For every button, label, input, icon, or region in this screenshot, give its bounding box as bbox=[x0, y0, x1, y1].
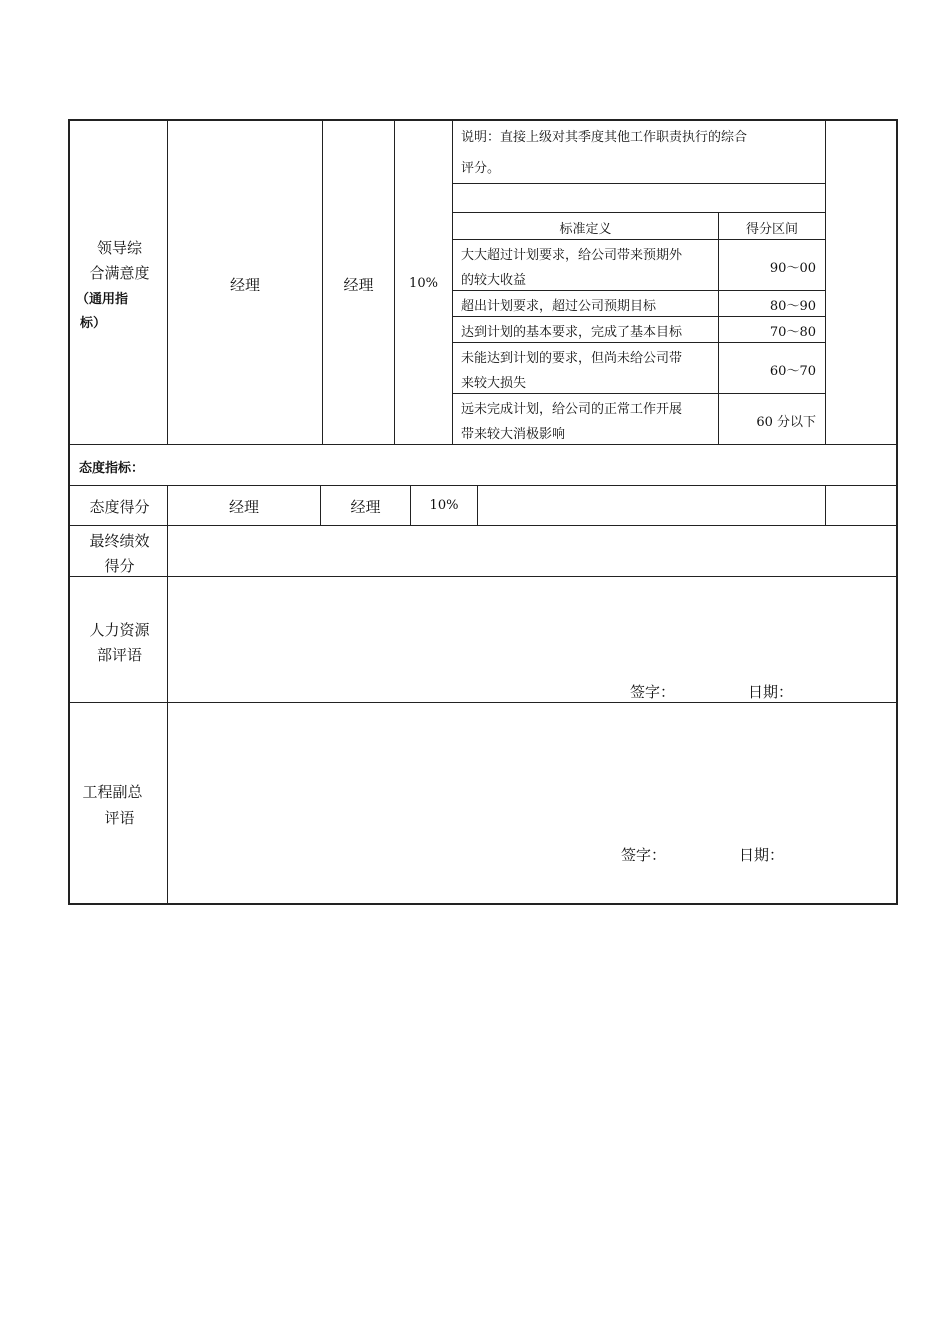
row-divider bbox=[70, 576, 896, 577]
final-score-label-line2: 得分 bbox=[104, 557, 135, 575]
leader-description-line2: 评分。 bbox=[461, 161, 501, 176]
col-divider bbox=[452, 121, 453, 444]
attitude-approver: 经理 bbox=[350, 498, 381, 516]
attitude-evaluator: 经理 bbox=[228, 498, 259, 516]
vp-signature-label: 签字： bbox=[621, 846, 667, 864]
standard-definition-header: 标准定义 bbox=[559, 222, 612, 237]
row-divider bbox=[70, 485, 896, 486]
score-range-header: 得分区间 bbox=[745, 222, 798, 237]
standard-row-definition: 的较大收益 bbox=[461, 273, 527, 288]
standard-row-definition: 达到计划的基本要求，完成了基本目标 bbox=[461, 325, 683, 340]
row-divider bbox=[70, 702, 896, 703]
leader-label-line1: 领导综 bbox=[96, 239, 142, 257]
inner-divider bbox=[452, 393, 825, 394]
row-divider bbox=[70, 525, 896, 526]
standard-row-definition: 超出计划要求，超过公司预期目标 bbox=[461, 299, 657, 314]
hr-comment-label-line2: 部评语 bbox=[96, 646, 142, 664]
leader-label-line3: （通用指 bbox=[76, 292, 129, 307]
leader-evaluator: 经理 bbox=[229, 276, 260, 294]
standard-row-range: 70～80 bbox=[769, 325, 816, 340]
leader-label-line2: 合满意度 bbox=[89, 264, 150, 282]
inner-divider bbox=[452, 290, 825, 291]
inner-divider bbox=[452, 342, 825, 343]
hr-comment-label-line1: 人力资源 bbox=[89, 621, 150, 639]
col-divider bbox=[825, 485, 826, 525]
standard-row-definition: 大大超过计划要求，给公司带来预期外 bbox=[461, 248, 683, 263]
inner-divider bbox=[452, 183, 825, 184]
standard-row-definition: 带来较大消极影响 bbox=[461, 427, 566, 442]
standard-row-range: 60～70 bbox=[769, 364, 816, 379]
attitude-weight: 10% bbox=[429, 498, 459, 513]
hr-date-label: 日期： bbox=[748, 683, 794, 701]
standard-row-range: 90～00 bbox=[769, 261, 816, 276]
inner-divider bbox=[452, 316, 825, 317]
col-divider bbox=[825, 121, 826, 444]
hr-signature-label: 签字： bbox=[630, 683, 676, 701]
standard-row-definition: 来较大损失 bbox=[461, 376, 527, 391]
inner-divider bbox=[452, 239, 825, 240]
leader-description-line1: 说明：直接上级对其季度其他工作职责执行的综合 bbox=[461, 130, 748, 145]
vp-comment-label-line2: 评语 bbox=[104, 809, 135, 827]
leader-weight: 10% bbox=[409, 276, 438, 291]
standard-row-definition: 未能达到计划的要求，但尚未给公司带 bbox=[461, 351, 683, 366]
vp-comment-label-line1: 工程副总 bbox=[82, 783, 143, 801]
leader-label-line4: 标） bbox=[80, 316, 107, 331]
leader-approver: 经理 bbox=[343, 276, 374, 294]
vp-date-label: 日期： bbox=[739, 846, 785, 864]
attitude-section-title: 态度指标： bbox=[79, 461, 145, 476]
col-divider bbox=[477, 485, 478, 525]
col-divider bbox=[167, 525, 168, 903]
final-score-label-line1: 最终绩效 bbox=[89, 532, 150, 550]
standard-row-range: 60 分以下 bbox=[756, 415, 816, 430]
row-divider bbox=[70, 444, 896, 445]
inner-divider bbox=[452, 212, 825, 213]
attitude-score-label: 态度得分 bbox=[89, 498, 150, 516]
standard-row-definition: 远未完成计划，给公司的正常工作开展 bbox=[461, 402, 683, 417]
standard-row-range: 80～90 bbox=[769, 299, 816, 314]
